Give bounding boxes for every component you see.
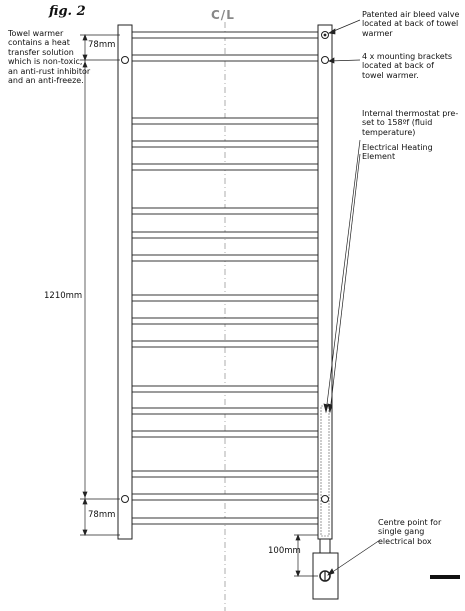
rail-8 [132, 255, 318, 261]
rail-5 [132, 164, 318, 170]
thermostat-note: Internal thermostat pre-set to 158ºf (fluid temperature) [362, 109, 459, 137]
air-bleed-valve-center [324, 34, 327, 37]
right-post [318, 25, 332, 539]
bracket-bottom-left-icon [122, 496, 129, 503]
left-post [118, 25, 132, 539]
bottom-offset-dimension: 78mm [88, 510, 116, 520]
figure-label: fig. 2 [49, 4, 86, 19]
rail-15 [132, 471, 318, 477]
rail-9 [132, 295, 318, 301]
rail-14 [132, 431, 318, 437]
solution-note: Towel warmer contains a heat transfer solution which is non-toxic, an anti-rust inhibitor and an anti-freeze. [8, 29, 91, 86]
height-dimension: 1210mm [44, 291, 83, 301]
rail-7 [132, 232, 318, 238]
centre-line-label: C/L [211, 8, 235, 22]
air-bleed-note: Patented air bleed valve located at back of towel warmer [362, 10, 460, 38]
box-drop-dimension: 100mm [268, 546, 301, 556]
rail-10 [132, 318, 318, 324]
scale-bar [430, 575, 460, 579]
bracket-top-right-icon [322, 57, 329, 64]
rail-12 [132, 386, 318, 392]
rail-2 [132, 55, 318, 61]
top-offset-dimension: 78mm [88, 40, 116, 50]
electrical-box-note: Centre point for single gang electrical box [378, 518, 442, 546]
bracket-bottom-right-icon [322, 496, 329, 503]
rail-13 [132, 408, 318, 414]
rail-11 [132, 341, 318, 347]
rail-17 [132, 518, 318, 524]
bracket-top-left-icon [122, 57, 129, 64]
rail-1 [132, 32, 318, 38]
rail-16 [132, 494, 318, 500]
rail-6 [132, 208, 318, 214]
mounting-brackets-note: 4 x mounting brackets located at back of towel warmer. [362, 52, 453, 80]
rail-3 [132, 118, 318, 124]
rail-4 [132, 141, 318, 147]
heating-element-note: Electrical Heating Element [362, 143, 433, 162]
